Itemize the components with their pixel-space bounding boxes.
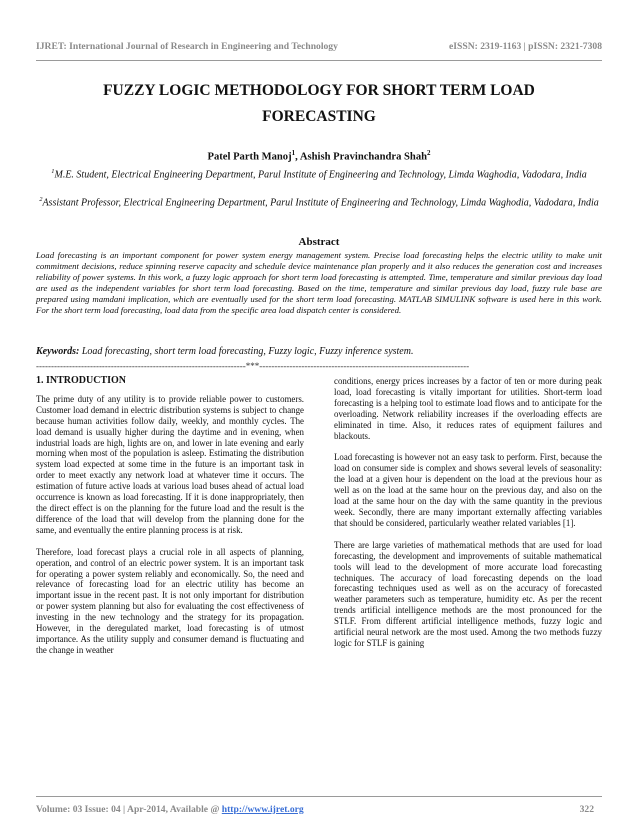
abstract-text: Load forecasting is an important component for power system energy management system. Precise load forecasting helps the electric utility to make unit commitment decisions, reduce spinning reserve capacity and schedule device maintenance plan properly and it also reduces the generation cost and increases reliability of power systems. In this work, a fuzzy logic approach for short term load forecasting is attempted. Time, temperature and similar previous day load are used as the independent variables for short term load forecasting. Based on the time, temperature and similar previous day load, fuzzy rule base are prepared using mamdani implication, which are eventually used for the short term load forecasting. MATLAB SIMULINK software is used here in this work. For the short term load forecasting, load data from the specific area load dispatch center is considered. bbox=[36, 250, 602, 315]
keywords bbox=[36, 346, 602, 357]
affiliation-2 bbox=[36, 193, 602, 209]
title-line-2: FORECASTING bbox=[262, 108, 376, 125]
page-number: 322 bbox=[579, 804, 594, 815]
paragraph: There are large varieties of mathematical methods that are used for load forecasting, the development and improvements of suitable mathematical tools will lead to the development of more accurate load forecasting techniques. The accuracy of load forecasting depends on the load forecasting techniques used as well as on the accuracy of forecasted weather parameters such as temperature, humidity etc. As per the recent trends artificial intelligence methods are the most pronounced for the STLF. From different artificial intelligence methods, fuzzy logic and artificial neural network are the most used. Among the two methods fuzzy logic for STLF is gaining bbox=[334, 539, 602, 648]
introduction-heading: 1. INTRODUCTION bbox=[36, 375, 127, 386]
page-footer bbox=[36, 804, 602, 815]
paragraph: The prime duty of any utility is to provide reliable power to customers. Customer load demand in electric distribution systems is subject to change because human activities follow daily, weekly, and monthly cycles. The load demand is usually higher during the daytime and in evening, when industrial loads are high, lights are on, and lower in late evening and early morning when most of the population is asleep. Estimating the distribution system load expected at some time in the future is an important task in order to meet exactly any network load at whatever time it occurs. The estimation of future active loads at various load buses ahead of actual load occurrence is known as load forecasting. If it is done inappropriately, then the direct effect is on the planning for the future load and the result is the difference of the load that will develop from the planning done for the same, and eventually the entire planning process is at risk. bbox=[36, 393, 304, 535]
keywords-label: Keywords: bbox=[36, 346, 80, 357]
affiliation-2-text: Assistant Professor, Electrical Engineering Department, Parul Institute of Engineering and Technology, Limda Waghodia, Vadodara, India bbox=[42, 197, 599, 209]
footer-text: Volume: 03 Issue: 04 | Apr-2014, Available @ bbox=[36, 804, 222, 815]
paper-title bbox=[36, 78, 602, 130]
paragraph: conditions, energy prices increases by a factor of ten or more during peak load, load forecasting is vitally important for utilities. Short-term load forecasting is a helping tool to estimate load flows and to anticipate for the overloading. Network reliability increases if the overloading effects are eliminated in time. Also, it reduces rates of equipment failures and blackouts. bbox=[334, 376, 602, 441]
paragraph: Therefore, load forecast plays a crucial role in all aspects of planning, operation, and control of an electric power system. It is an important task for operating a power system reliably and economically. So, the need and relevance of forecasting load for an electric utility has become an important issue in the recent past. It is not only important for distribution or power system planning but also for evaluating the cost effectiveness of investing in the new technology and the strategy for its propagation. However, in the deregulated market, load forecasting is of utmost importance. As the utility supply and consumer demand is fluctuating and the change in weather bbox=[36, 546, 304, 655]
journal-link[interactable]: http://www.ijret.org bbox=[221, 804, 304, 815]
affiliation-1-text: M.E. Student, Electrical Engineering Department, Parul Institute of Engineering and Technology, Limda Waghodia, Vadodara, India bbox=[54, 169, 587, 181]
author-2-mark: 2 bbox=[427, 149, 431, 157]
abstract-heading: Abstract bbox=[298, 236, 340, 248]
right-column bbox=[334, 376, 602, 660]
author-list bbox=[36, 149, 602, 163]
left-column bbox=[36, 376, 304, 667]
affiliation-2-mark: 2 bbox=[39, 196, 43, 203]
keywords-text: Load forecasting, short term load forecasting, Fuzzy logic, Fuzzy inference system. bbox=[79, 346, 414, 357]
header-rule bbox=[36, 60, 602, 61]
running-header bbox=[36, 41, 602, 52]
journal-name: IJRET: International Journal of Research in Engineering and Technology bbox=[36, 41, 338, 52]
author-1: Patel Parth Manoj bbox=[207, 151, 292, 163]
issn: eISSN: 2319-1163 | pISSN: 2321-7308 bbox=[449, 41, 602, 52]
author-2: Ashish Pravinchandra Shah bbox=[299, 151, 428, 163]
footer-rule bbox=[36, 796, 602, 797]
paragraph: Load forecasting is however not an easy task to perform. First, because the load on consumer side is complex and shows several levels of seasonality: the load at a given hour is dependent on the load at the previous hour as well as on the load at the same hour on the previous day, and also on the load at the same hour on the day with the same quantity in the previous week. Secondly, there are many important externally affecting variables that should be considered, particularly weather related variables [1]. bbox=[334, 452, 602, 528]
title-line-1: FUZZY LOGIC METHODOLOGY FOR SHORT TERM LOAD bbox=[103, 82, 535, 99]
section-separator: ----------------------------------------------------------------------***---------------------------------------------------------------------- bbox=[36, 361, 470, 371]
author-separator: , bbox=[295, 151, 300, 163]
author-1-mark: 1 bbox=[291, 149, 296, 157]
affiliation-1 bbox=[36, 165, 602, 181]
affiliation-1-mark: 1 bbox=[51, 168, 55, 175]
